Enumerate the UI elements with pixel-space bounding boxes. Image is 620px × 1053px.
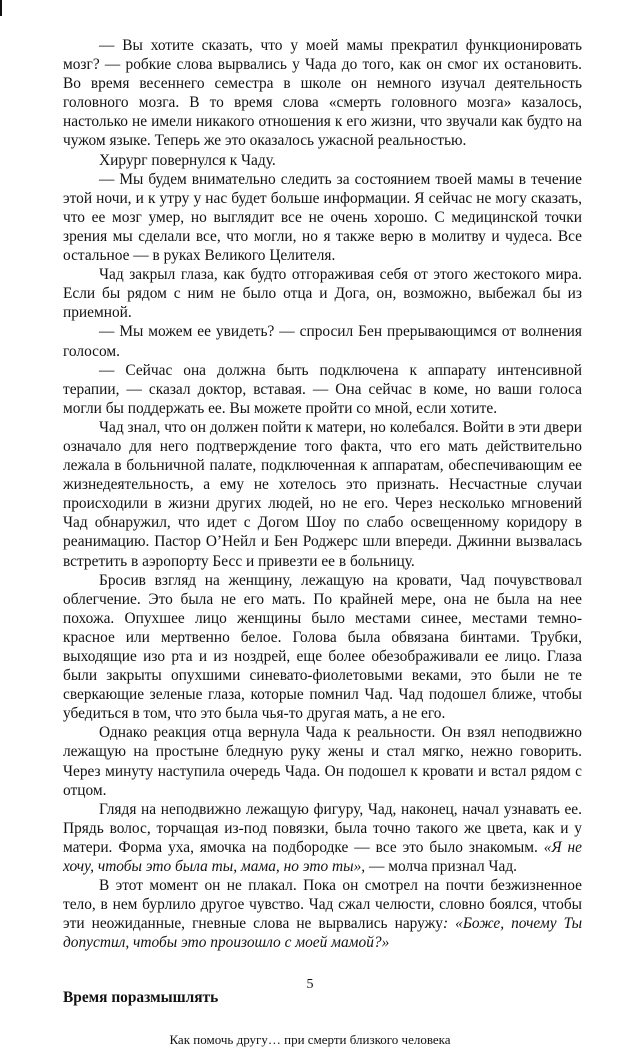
- section-heading: Время поразмышлять: [63, 988, 219, 1006]
- page-number: 5: [306, 977, 314, 992]
- paragraph: — Мы можем ее увидеть? — спросил Бен прерывающимся от волнения голосом.: [63, 323, 582, 360]
- body-text: [63, 36, 582, 1007]
- paragraph-text: В этот момент он не плакал. Пока он смотрел на почти безжизненное тело, в нем бурлило другое чувство. Чад сжал челюсти, словно боялся, чтобы эти неожиданные, гневные слова не вырвались наружу: [63, 877, 582, 933]
- page-edge-mark: [0, 0, 2, 16]
- page-footer: Как помочь другу… при смерти близкого человека: [169, 1032, 451, 1047]
- paragraph: Бросив взгляд на женщину, лежащую на кровати, Чад почувствовал облегчение. Это была не его мать. По крайней мере, она не была на нее похожа. Опухшее лицо женщины было местами синее, местами темно-красное или мертвенно белое. Голова была обвязана бинтами. Трубки, выходящие изо рта и из ноздрей, еще более обезображивали ее лицо. Глаза были закрыты опухшими синевато-фиолетовыми веками, это были не те сверкающие зеленые глаза, которые помнил Чад. Чад подошел ближе, чтобы убедиться в том, что это была чья-то другая мать, а не его.: [63, 571, 582, 723]
- paragraph: Однако реакция отца вернула Чада к реальности. Он взял неподвижно лежащую на простыне бледную руку жены и стал мягко, нежно говорить. Через минуту наступила очередь Чада. Он подошел к кровати и встал рядом с отцом.: [63, 724, 582, 799]
- italic-quote: : «Боже, почему Ты допустил, чтобы это произошло с моей мамой?»: [63, 915, 582, 952]
- paragraph-with-italic-quote: [63, 876, 582, 952]
- paragraph-with-italic-quote: [63, 800, 582, 876]
- paragraph-tail: — молча признал Чад.: [365, 858, 518, 876]
- paragraph: Чад знал, что он должен пойти к матери, но колебался. Войти в эти двери означало для него подтверждение того факта, что его мать действительно лежала в больничной палате, подключенная к аппаратам, обеспечивающим ее жизнедеятельность, а ему не хотелось это признать. Несчастные случаи происходили в жизни других людей, но не его. Через несколько мгновений Чад обнаружил, что идет с Догом Шоу по слабо освещенному коридору в реанимацию. Пастор О’Нейл и Бен Роджерс шли впереди. Джинни вызвалась встретить в аэропорту Бесс и привезти ее в больницу.: [63, 418, 582, 570]
- paragraph: — Мы будем внимательно следить за состоянием твоей мамы в течение этой ночи, и к утру у нас будет больше информации. Я сейчас не могу сказать, что ее мозг умер, но выглядит все не очень хорошо. С медицинской точки зрения мы сделали все, что могли, но я также верю в молитву и чудеса. Все остальное — в руках Великого Целителя.: [63, 170, 582, 265]
- paragraph: Хирург повернулся к Чаду.: [99, 151, 276, 169]
- italic-quote: «Я не хочу, чтобы это была ты, мама, но это ты»,: [63, 838, 583, 876]
- paragraph: — Вы хотите сказать, что у моей мамы прекратил функционировать мозг? — робкие слова вырвались у Чада до того, как он смог их остановить. Во время весеннего семестра в школе он немного изучал деятельность головного мозга. В то время слова «смерть головного мозга» казалось, настолько не имели никакого отношения к его жизни, что звучали как будто на чужом языке. Теперь же это оказалось ужасной реальностью.: [63, 37, 582, 150]
- paragraph: Чад закрыл глаза, как будто отгораживая себя от этого жестокого мира. Если бы рядом с ним не было отца и Дога, он, возможно, выбежал бы из приемной.: [63, 266, 582, 322]
- paragraph-text: Глядя на неподвижно лежащую фигуру, Чад, наконец, начал узнавать ее. Прядь волос, торчащая из-под повязки, была точно такого же цвета, как и у матери. Форма уха, ямочка на подбородке — все это было знакомым.: [63, 800, 582, 856]
- paragraph: — Сейчас она должна быть подключена к аппарату интенсивной терапии, — сказал доктор, вставая. — Она сейчас в коме, но ваши голоса могли бы поддержать ее. Вы можете пройти со мной, если хотите.: [63, 361, 582, 417]
